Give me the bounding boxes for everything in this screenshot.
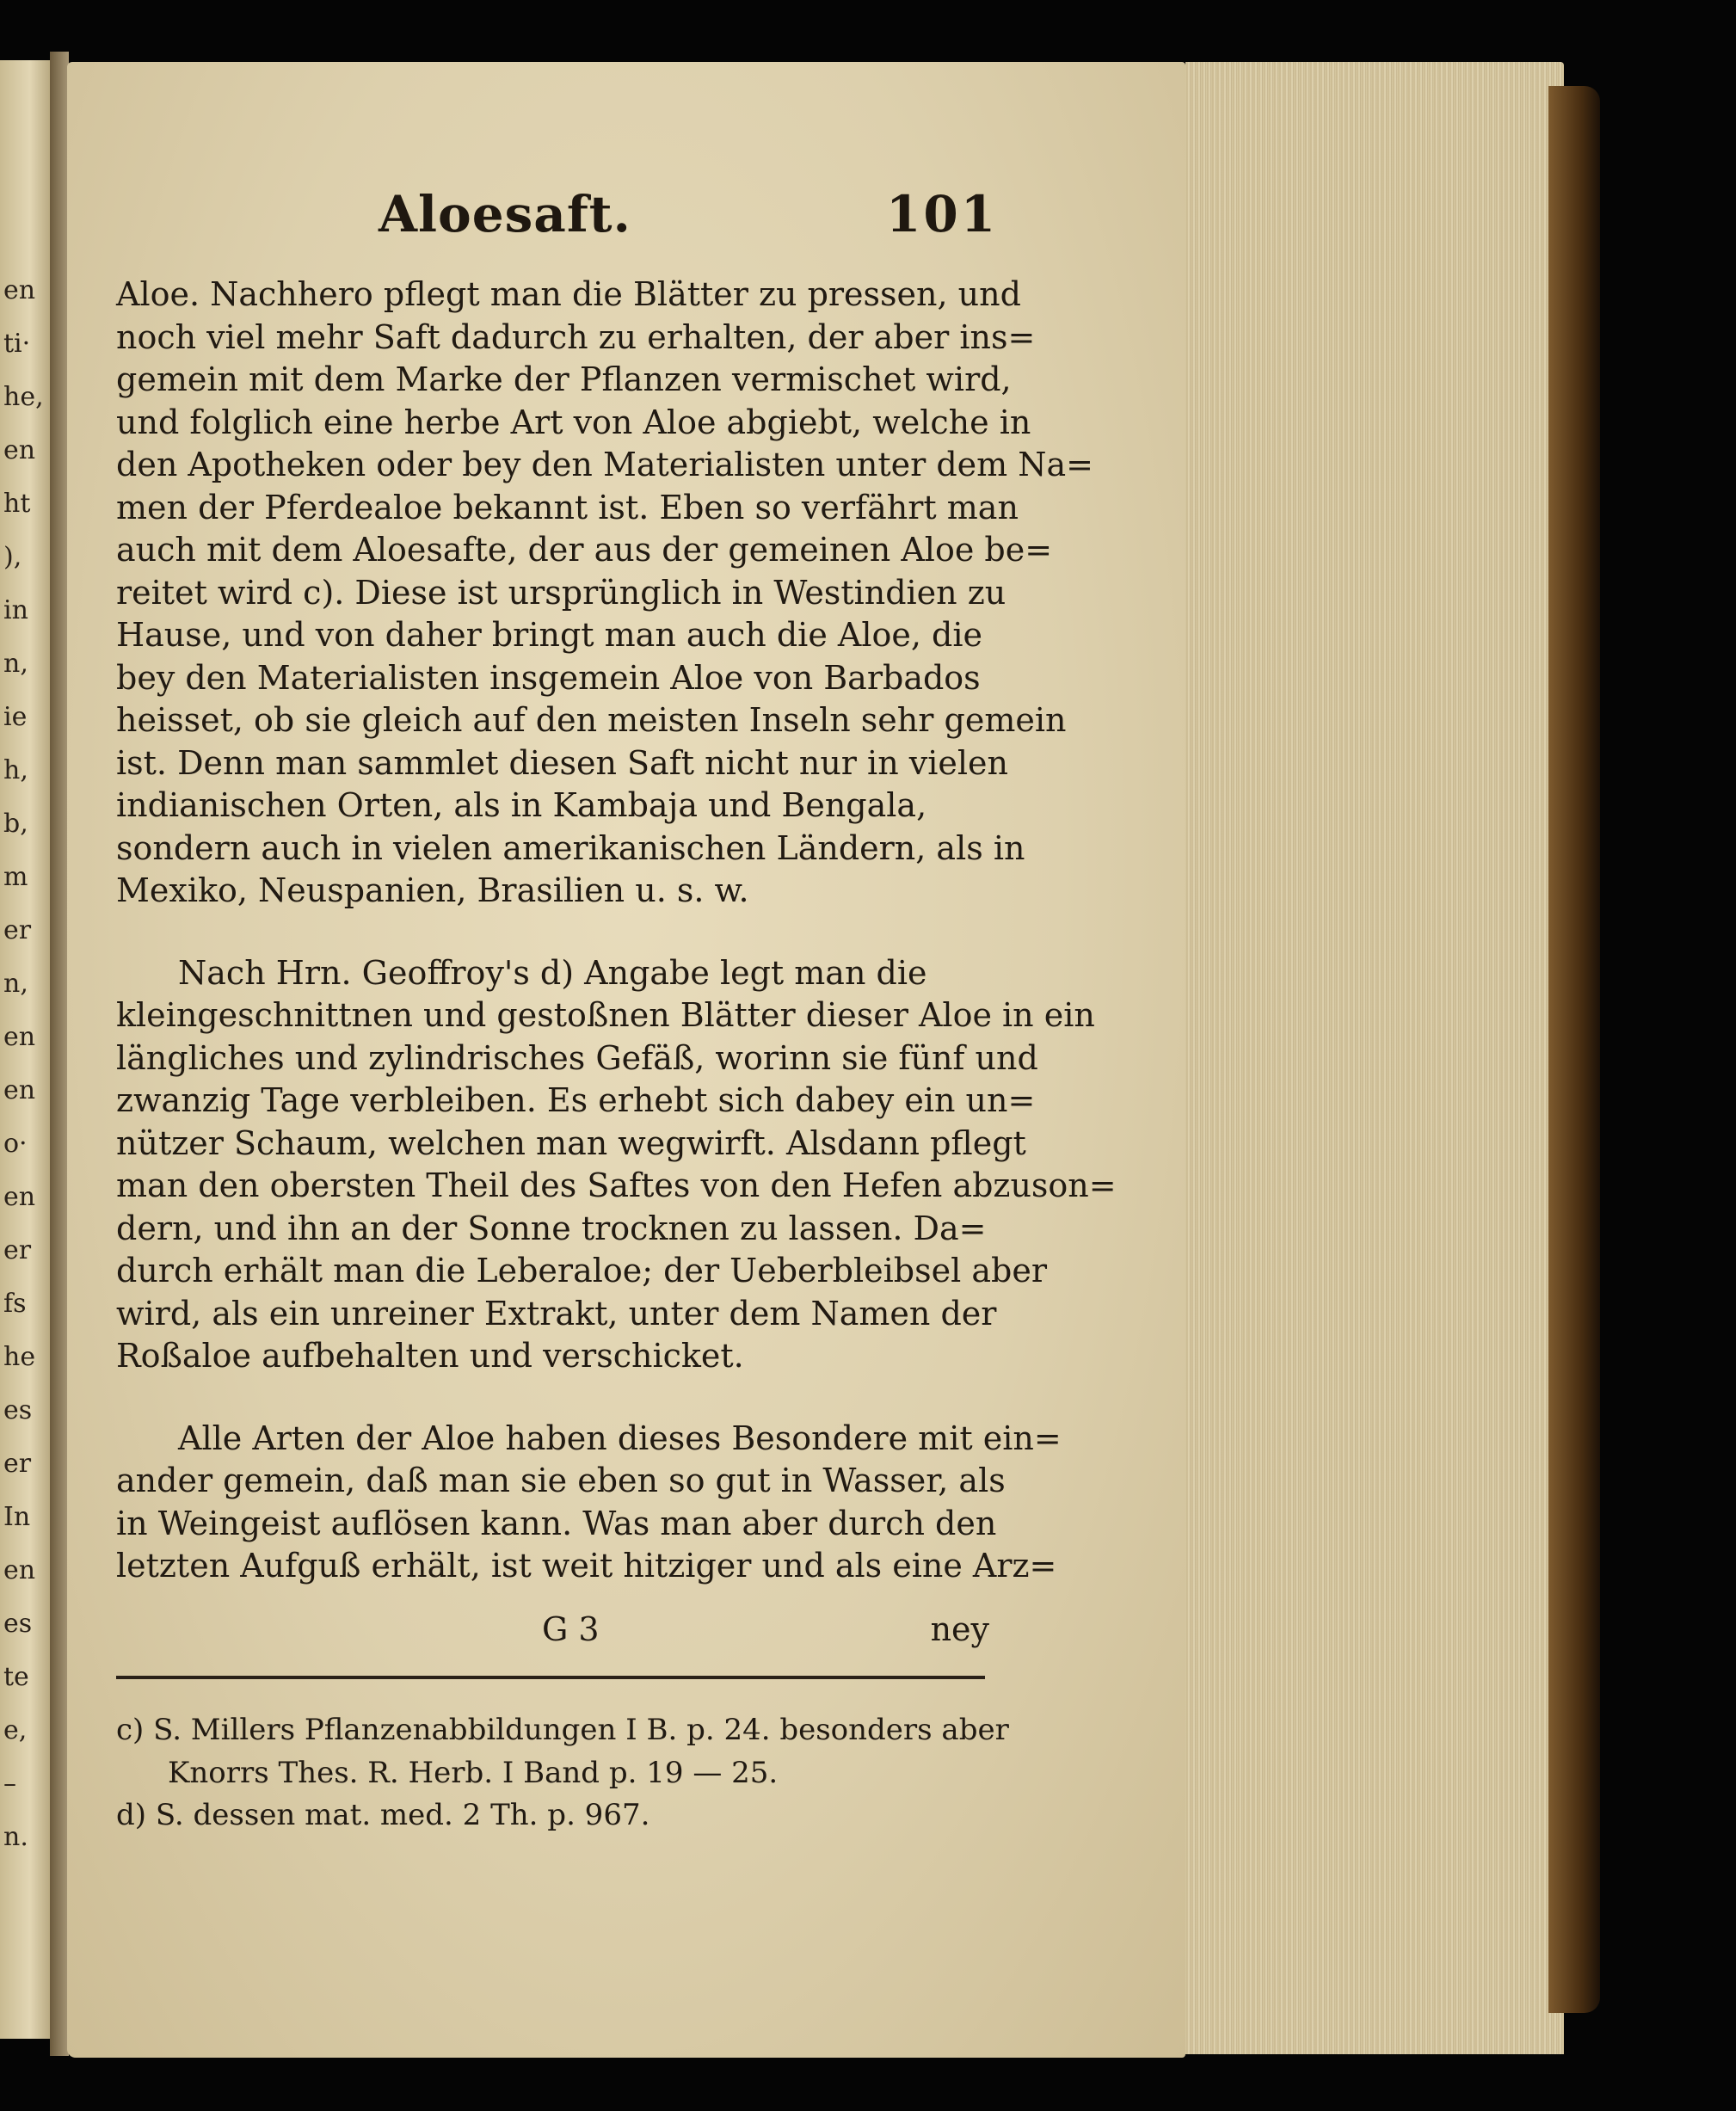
facing-page-fragment: ti· xyxy=(3,329,31,359)
text-line: sondern auch in vielen amerikanischen Ländern, als in xyxy=(116,828,1025,867)
facing-page-fragment: er xyxy=(3,1449,32,1479)
facing-page-fragment: en xyxy=(3,1075,36,1105)
footnote-line: d) S. dessen mat. med. 2 Th. p. 967. xyxy=(116,1798,650,1832)
running-head: Aloesaft. xyxy=(379,185,631,243)
facing-page-fragment: en xyxy=(3,275,36,305)
facing-page-fragment: b, xyxy=(3,809,28,839)
text-line: Hause, und von daher bringt man auch die Aloe, die xyxy=(116,616,982,654)
facing-page-fragment: fs xyxy=(3,1289,27,1319)
paragraph-gap xyxy=(116,1378,985,1418)
facing-page-fragment: In xyxy=(3,1502,31,1532)
facing-page-fragment: es xyxy=(3,1395,33,1425)
facing-page-fragment: es xyxy=(3,1609,33,1639)
text-line: ist. Denn man sammlet diesen Saft nicht nur in vielen xyxy=(116,743,1008,782)
footnote-line: Knorrs Thes. R. Herb. I Band p. 19 — 25. xyxy=(168,1755,779,1790)
text-line: in Weingeist auflösen kann. Was man aber durch den xyxy=(116,1504,997,1542)
text-line: dern, und ihn an der Sonne trocknen zu lassen. Da= xyxy=(116,1209,987,1247)
text-line: längliches und zylindrisches Gefäß, worinn sie fünf und xyxy=(116,1038,1038,1077)
text-line: reitet wird c). Diese ist ursprünglich in Westindien zu xyxy=(116,573,1007,612)
footnote-line: c) S. Millers Pflanzenabbildungen I B. p. 24. besonders aber xyxy=(116,1713,1009,1747)
text-line: heisset, ob sie gleich auf den meisten Inseln sehr gemein xyxy=(116,701,1067,739)
text-line: men der Pferdealoe bekannt ist. Eben so verfährt man xyxy=(116,488,1019,526)
text-line: Roßaloe aufbehalten und verschicket. xyxy=(116,1337,744,1375)
facing-page-fragment: he xyxy=(3,1342,36,1372)
text-line: auch mit dem Aloesafte, der aus der gemeinen Aloe be= xyxy=(116,531,1053,569)
facing-page-fragment: en xyxy=(3,1555,36,1585)
facing-page-fragment: he, xyxy=(3,382,44,412)
text-line: noch viel mehr Saft dadurch zu erhalten, der aber ins= xyxy=(116,317,1036,356)
facing-page-fragment: er xyxy=(3,915,32,945)
book-cover-edge xyxy=(1548,86,1600,2013)
signature-line xyxy=(116,1610,989,1653)
paragraph xyxy=(116,1418,1062,1588)
facing-page-edge xyxy=(0,60,50,2039)
facing-page-fragment: m xyxy=(3,862,28,892)
text-line: bey den Materialisten insgemein Aloe von Barbados xyxy=(116,658,981,697)
text-line: gemein mit dem Marke der Pflanzen vermischet wird, xyxy=(116,360,1012,398)
text-line: Alle Arten der Aloe haben dieses Besondere mit ein= xyxy=(178,1419,1062,1457)
text-line: Mexiko, Neuspanien, Brasilien u. s. w. xyxy=(116,871,749,909)
text-line: durch erhält man die Leberaloe; der Ueberbleibsel aber xyxy=(116,1252,1047,1289)
facing-page-fragment: ), xyxy=(3,542,22,572)
footnote-rule xyxy=(116,1676,985,1679)
facing-page-fragment: ht xyxy=(3,489,31,519)
text-line: indianischen Orten, als in Kambaja und Bengala, xyxy=(116,786,927,824)
footnotes xyxy=(116,1708,1009,1836)
facing-page-fragment: ie xyxy=(3,702,28,732)
facing-page-fragment: in xyxy=(3,595,28,625)
book-gutter xyxy=(50,52,69,2056)
catchword: ney xyxy=(930,1610,989,1648)
paragraph xyxy=(116,952,1117,1378)
facing-page-fragment: te xyxy=(3,1662,29,1692)
facing-page-fragment: er xyxy=(3,1235,32,1265)
paragraph xyxy=(116,274,1094,913)
text-line: Nach Hrn. Geoffroy's d) Angabe legt man die xyxy=(178,953,927,992)
text-line: Aloe. Nachhero pflegt man die Blätter zu pressen, und xyxy=(116,275,1021,313)
text-line: nützer Schaum, welchen man wegwirft. Alsdann pflegt xyxy=(116,1123,1026,1162)
body-text xyxy=(116,274,1117,1588)
page-number: 101 xyxy=(886,185,999,243)
facing-page-fragment: n. xyxy=(3,1822,28,1852)
facing-page-fragment: e, xyxy=(3,1715,28,1745)
text-line: zwanzig Tage verbleiben. Es erhebt sich dabey ein un= xyxy=(116,1081,1036,1119)
printer-signature: G 3 xyxy=(542,1610,600,1648)
facing-page-fragment: n, xyxy=(3,969,28,999)
paragraph-gap xyxy=(116,913,985,952)
facing-page-fragment: en xyxy=(3,1022,36,1052)
facing-page-fragment: o· xyxy=(3,1129,28,1159)
text-line: man den obersten Theil des Saftes von den Hefen abzuson= xyxy=(116,1166,1117,1204)
facing-page-fragment: – xyxy=(3,1769,16,1799)
text-line: und folglich eine herbe Art von Aloe abgiebt, welche in xyxy=(116,403,1031,441)
text-line: ander gemein, daß man sie eben so gut in Wasser, als xyxy=(116,1462,1006,1499)
facing-page-fragment: en xyxy=(3,1182,36,1212)
page-block-edges xyxy=(1185,62,1564,2054)
text-line: letzten Aufguß erhält, ist weit hitziger und als eine Arz= xyxy=(116,1547,1057,1585)
facing-page-fragment: h, xyxy=(3,755,28,785)
facing-page-fragment: en xyxy=(3,435,36,465)
text-line: den Apotheken oder bey den Materialisten unter dem Na= xyxy=(116,446,1094,483)
text-line: kleingeschnittnen und gestoßnen Blätter dieser Aloe in ein xyxy=(116,996,1095,1034)
facing-page-fragment: n, xyxy=(3,649,28,679)
page-header xyxy=(379,185,1376,245)
text-line: wird, als ein unreiner Extrakt, unter dem Namen der xyxy=(116,1294,997,1332)
